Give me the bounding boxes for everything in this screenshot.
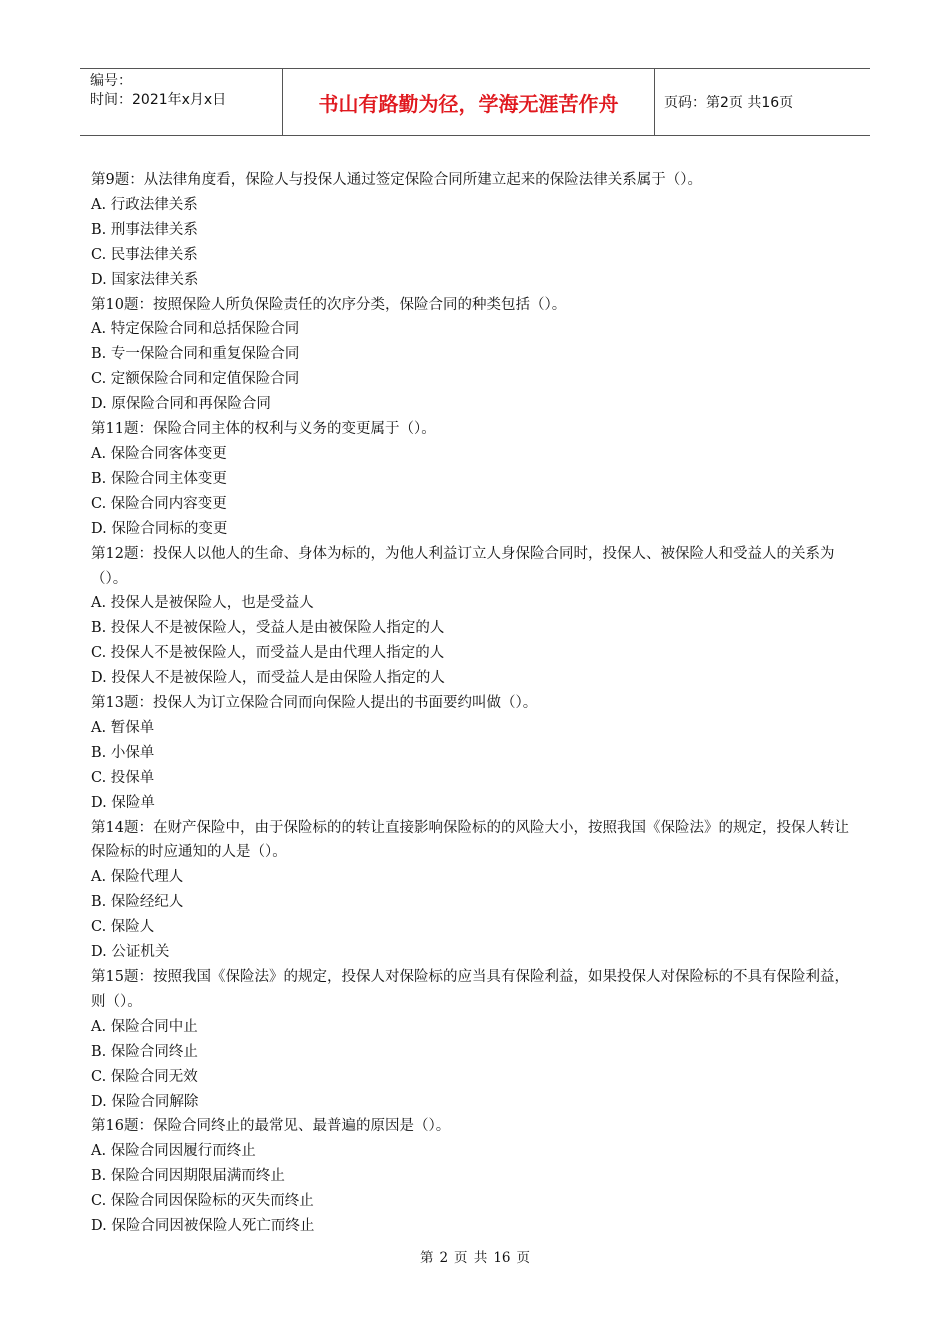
question-block — [91, 293, 861, 418]
question-option: A. 暂保单 — [91, 719, 155, 736]
question-option: B. 保险合同因期限届满而终止 — [91, 1168, 285, 1185]
question-block — [91, 816, 861, 965]
question-option: C. 民事法律关系 — [91, 246, 198, 263]
footer-middle: 页 共 — [454, 1250, 488, 1266]
question-option: A. 保险合同客体变更 — [91, 445, 227, 462]
question-block — [91, 691, 861, 816]
question-option: D. 保险单 — [91, 794, 155, 811]
question-stem: 第11题：保险合同主体的权利与义务的变更属于（）。 — [91, 421, 436, 438]
question-option: A. 保险合同因履行而终止 — [91, 1143, 256, 1160]
footer-total-pages: 16 — [493, 1250, 511, 1266]
question-block — [91, 168, 861, 293]
question-block — [91, 1114, 861, 1239]
question-option: C. 投保人不是被保险人，而受益人是由代理人指定的人 — [91, 645, 445, 662]
question-stem: 第9题：从法律角度看，保险人与投保人通过签定保险合同所建立起来的保险法律关系属于（）。 — [91, 172, 702, 188]
question-option: A. 投保人是被保险人，也是受益人 — [91, 595, 314, 612]
question-option: B. 保险合同主体变更 — [91, 470, 227, 487]
question-option: B. 投保人不是被保险人，受益人是由被保险人指定的人 — [91, 620, 445, 637]
question-stem: 第15题：按照我国《保险法》的规定，投保人对保险标的应当具有保险利益，如果投保人对保险标的不具有保险利益，则（）。 — [91, 969, 849, 1010]
question-option: D. 国家法律关系 — [91, 271, 199, 288]
question-stem: 第16题：保险合同终止的最常见、最普遍的原因是（）。 — [91, 1118, 451, 1135]
header-meta — [80, 69, 283, 135]
question-option: B. 刑事法律关系 — [91, 221, 198, 238]
question-option: A. 保险合同中止 — [91, 1018, 198, 1035]
header-page-label: 页码：第2页 共16页 — [664, 95, 794, 111]
document-number-label: 编号： — [90, 73, 132, 89]
question-option: D. 保险合同标的变更 — [91, 520, 228, 537]
question-option: C. 保险人 — [91, 919, 155, 936]
question-option: B. 专一保险合同和重复保险合同 — [91, 346, 300, 363]
question-option: D. 保险合同因被保险人死亡而终止 — [91, 1218, 315, 1235]
question-option: D. 投保人不是被保险人，而受益人是由保险人指定的人 — [91, 670, 445, 687]
question-stem: 第12题：投保人以他人的生命、身体为标的，为他人利益订立人身保险合同时，投保人、被保险人和受益人的关系为（）。 — [91, 545, 835, 587]
question-list — [91, 168, 861, 1239]
footer-suffix: 页 — [516, 1250, 531, 1266]
question-option: D. 保险合同解除 — [91, 1093, 199, 1110]
question-option: C. 投保单 — [91, 769, 155, 786]
question-option: D. 原保险合同和再保险合同 — [91, 396, 271, 413]
question-option: B. 保险合同终止 — [91, 1043, 198, 1060]
question-stem: 第14题：在财产保险中，由于保险标的的转让直接影响保险标的的风险大小，按照我国《保险法》的规定，投保人转让保险标的时应通知的人是（）。 — [91, 819, 849, 861]
header-motto: 书山有路勤为径，学海无涯苦作舟 — [283, 69, 655, 135]
question-block — [91, 542, 861, 691]
footer-prefix: 第 — [419, 1250, 434, 1266]
question-option: C. 保险合同无效 — [91, 1068, 198, 1085]
question-option: B. 保险经纪人 — [91, 894, 184, 911]
question-stem: 第10题：按照保险人所负保险责任的次序分类，保险合同的种类包括（）。 — [91, 296, 567, 313]
page-footer — [0, 1246, 950, 1266]
question-option: D. 公证机关 — [91, 944, 170, 961]
document-date-label: 时间：2021年x月x日 — [90, 92, 227, 108]
question-option: A. 特定保险合同和总括保险合同 — [91, 321, 300, 338]
question-option: C. 保险合同内容变更 — [91, 495, 227, 512]
question-option: C. 保险合同因保险标的灭失而终止 — [91, 1193, 314, 1210]
question-block — [91, 965, 861, 1114]
page-header — [80, 68, 870, 136]
question-block — [91, 417, 861, 542]
question-stem: 第13题：投保人为订立保险合同而向保险人提出的书面要约叫做（）。 — [91, 695, 538, 712]
question-option: C. 定额保险合同和定值保险合同 — [91, 371, 300, 388]
question-option: A. 行政法律关系 — [91, 196, 198, 213]
question-option: A. 保险代理人 — [91, 869, 184, 886]
footer-page-number: 2 — [439, 1250, 449, 1266]
question-option: B. 小保单 — [91, 744, 155, 761]
